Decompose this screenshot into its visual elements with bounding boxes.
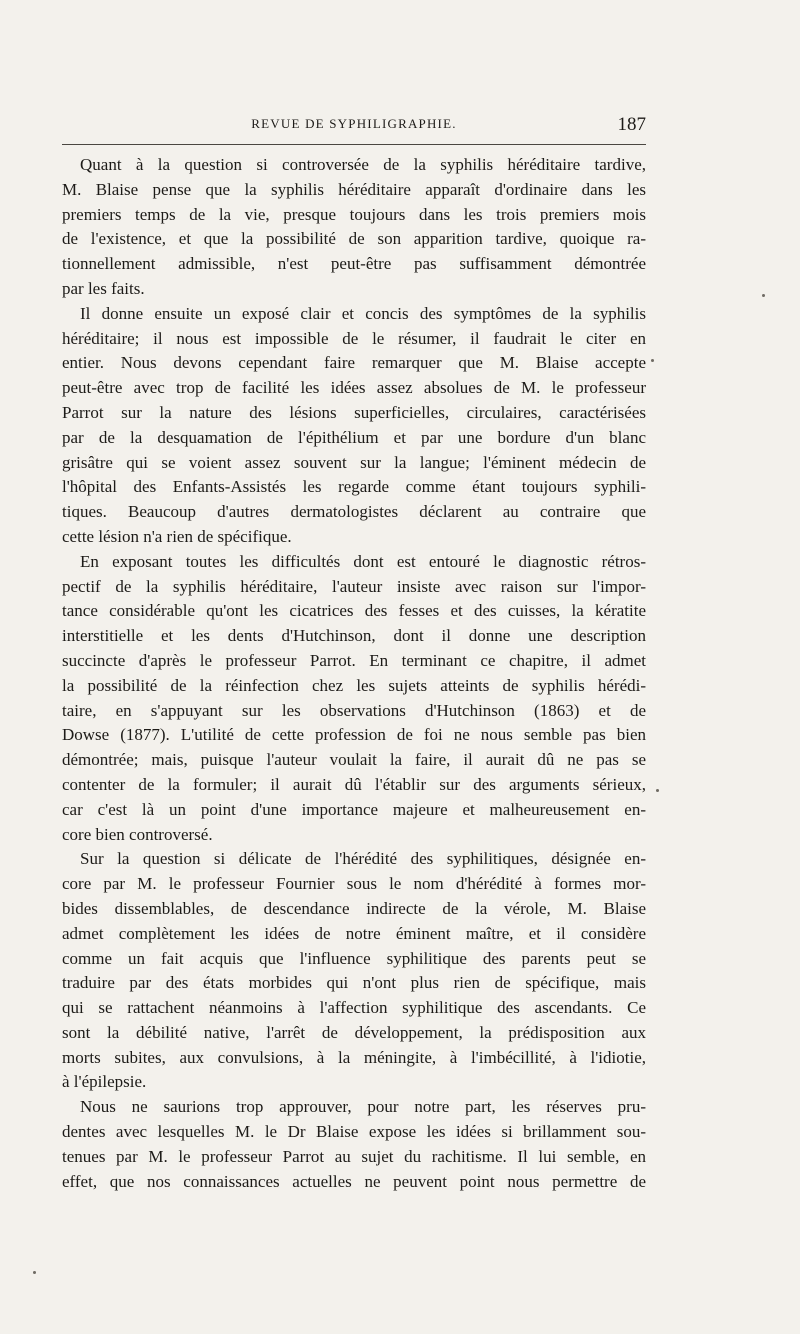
page-number: 187 [617,114,646,135]
text-line: entier. Nous devons cependant faire remarquer que M. Blaise accepte [62,353,646,373]
paper-speck [762,294,765,297]
text-line: peut-être avec trop de facilité les idées assez absolues de M. le professeur [62,378,646,398]
text-line: la possibilité de la réinfection chez les sujets atteints de syphilis hérédi- [62,675,646,695]
text-line: pectif de la syphilis héréditaire, l'auteur insiste avec raison sur l'impor- [62,576,646,596]
text-line: effet, que nos connaissances actuelles ne peuvent point nous permettre de [62,1171,646,1191]
text-line: taire, en s'appuyant sur les observations d'Hutchinson (1863) et de [62,700,646,720]
text-line: M. Blaise pense que la syphilis héréditaire apparaît d'ordinaire dans les [62,179,646,199]
text-line: Dowse (1877). L'utilité de cette profession de foi ne nous semble pas bien [62,725,646,745]
header-rule [62,144,646,145]
text-line: tionnellement admissible, n'est peut-être pas suffisamment démontrée [62,254,646,274]
text-line: qui se rattachent néanmoins à l'affection syphilitique des ascendants. Ce [62,998,646,1018]
text-line: car c'est là un point d'une importance majeure et malheureusement en- [62,799,646,819]
paper-speck [651,359,654,362]
text-line: morts subites, aux convulsions, à la méningite, à l'imbécillité, à l'idiotie, [62,1047,646,1067]
text-line: core bien controversé. [62,824,213,844]
text-line: à l'épilepsie. [62,1072,147,1092]
paper-speck [656,789,659,792]
text-line: admet complètement les idées de notre éminent maître, et il considère [62,923,646,943]
text-line: dentes avec lesquelles M. le Dr Blaise expose les idées si brillamment sou- [62,1122,646,1142]
text-line: tiques. Beaucoup d'autres dermatologistes déclarent au contraire que [62,502,646,522]
text-line: tenues par M. le professeur Parrot au sujet du rachitisme. Il lui semble, en [62,1146,646,1166]
paper-speck [33,1271,36,1274]
running-title: REVUE DE SYPHILIGRAPHIE. [251,116,457,131]
text-line: démontrée; mais, puisque l'auteur voulait la faire, il aurait dû ne pas se [62,750,646,770]
text-line: En exposant toutes les difficultés dont est entouré le diagnostic rétros- [80,551,646,571]
text-line: Parrot sur la nature des lésions superficielles, circulaires, caractérisées [62,402,646,422]
text-line: contenter de la formuler; il aurait dû l'établir sur des arguments sérieux, [62,774,646,794]
text-line: core par M. le professeur Fournier sous le nom d'hérédité à formes mor- [62,874,646,894]
text-line: Nous ne saurions trop approuver, pour notre part, les réserves pru- [80,1097,646,1117]
text-line: traduire par des états morbides qui n'ont plus rien de spécifique, mais [62,973,646,993]
text-line: par de la desquamation de l'épithélium et par une bordure d'un blanc [62,427,646,447]
text-line: sont la débilité native, l'arrêt de développement, la prédisposition aux [62,1022,646,1042]
text-line: premiers temps de la vie, presque toujours dans les trois premiers mois [62,204,646,224]
text-line: grisâtre qui se voient assez souvent sur la langue; l'éminent médecin de [62,452,646,472]
text-line: Quant à la question si controversée de la syphilis héréditaire tardive, [80,155,646,174]
text-line: de l'existence, et que la possibilité de son apparition tardive, quoique ra- [62,229,646,249]
body-text [62,153,646,1194]
text-line: par les faits. [62,278,145,298]
running-head [62,114,646,138]
text-line: interstitielle et les dents d'Hutchinson, dont il donne une description [62,626,646,646]
text-line: cette lésion n'a rien de spécifique. [62,526,292,546]
text-line: l'hôpital des Enfants-Assistés les regarde comme étant toujours syphili- [62,477,646,497]
text-line: Sur la question si délicate de l'hérédité des syphilitiques, désignée en- [80,849,646,869]
text-line: tance considérable qu'ont les cicatrices des fesses et des cuisses, la kératite [62,601,646,621]
text-line: Il donne ensuite un exposé clair et concis des symptômes de la syphilis [80,303,646,323]
text-line: bides dissemblables, de descendance indirecte de la vérole, M. Blaise [62,898,646,918]
text-line: succincte d'après le professeur Parrot. En terminant ce chapitre, il admet [62,650,646,670]
text-line: comme un fait acquis que l'influence syphilitique des parents peut se [62,948,646,968]
text-line: héréditaire; il nous est impossible de le résumer, il faudrait le citer en [62,328,646,348]
